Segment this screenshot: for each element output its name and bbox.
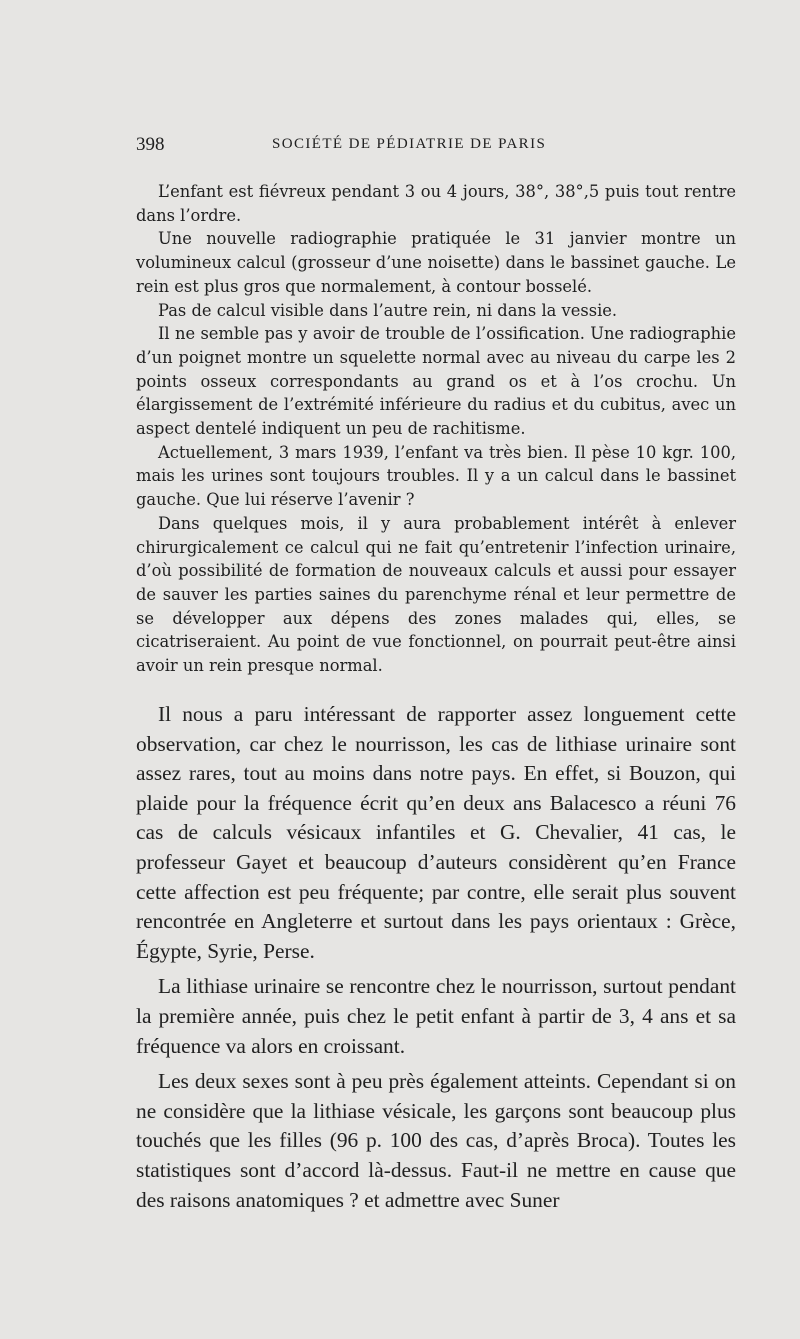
case-paragraph: L’enfant est fiévreux pendant 3 ou 4 jours, 38°, 38°,5 puis tout rentre dans l’ordre. [136, 182, 736, 225]
discussion-paragraph: Il nous a paru intéressant de rapporter assez longuement cette observation, car chez le nourrisson, les cas de lithiase urinaire sont assez rares, tout au moins dans notre pays. En effet, si Bouzon, qui plaide pour la fréquence écrit qu’en deux ans Balacesco a réuni 76 cas de calculs vésicaux infantiles et G. Chevalier, 41 cas, le professeur Gayet et beaucoup d’auteurs considèrent qu’en France cette affection est peu fréquente; par contre, elle serait plus souvent rencontrée en Angleterre et surtout dans les pays orientaux : Grèce, Égypte, Syrie, Perse. [136, 702, 736, 963]
discussion-paragraph: La lithiase urinaire se rencontre chez le nourrisson, surtout pendant la première année, puis chez le petit enfant à partir de 3, 4 ans et sa fréquence va alors en croissant. [136, 974, 736, 1058]
case-report-text [136, 180, 736, 678]
discussion-paragraph: Les deux sexes sont à peu près également atteints. Cependant si on ne considère que la lithiase vésicale, les garçons sont beaucoup plus touchés que les filles (96 p. 100 des cas, d’après Broca). Toutes les statistiques sont d’accord là-dessus. Faut-il ne mettre en cause que des raisons anatomiques ? et admettre avec Suner [136, 1069, 736, 1212]
case-paragraph: Dans quelques mois, il y aura probablement intérêt à enlever chirurgicalement ce calcul qui ne fait qu’entretenir l’infection urinaire, d’où possibilité de formation de nouveaux calculs et aussi pour essayer de sauver les parties saines du parenchyme rénal et leur permettre de se développer aux dépens des zones malades qui, elles, se cicatriseraient. Au point de vue fonctionnel, on pourrait peut-être ainsi avoir un rein presque normal. [136, 513, 736, 676]
running-title: SOCIÉTÉ DE PÉDIATRIE DE PARIS [272, 136, 547, 152]
case-paragraph: Une nouvelle radiographie pratiquée le 31 janvier montre un volumineux calcul (grosseur d’une noisette) dans le bassinet gauche. Le rein est plus gros que normalement, à contour bosselé. [136, 229, 736, 296]
page-header [136, 134, 736, 156]
case-paragraph: Actuellement, 3 mars 1939, l’enfant va très bien. Il pèse 10 kgr. 100, mais les urines sont toujours troubles. Il y a un calcul dans le bassinet gauche. Que lui réserve l’avenir ? [136, 442, 736, 510]
page-number: 398 [136, 134, 165, 155]
case-paragraph: Pas de calcul visible dans l’autre rein, ni dans la vessie. [158, 300, 618, 320]
discussion-text [136, 700, 736, 1215]
case-paragraph: Il ne semble pas y avoir de trouble de l’ossification. Une radiographie d’un poignet montre un squelette normal avec au niveau du carpe les 2 points osseux correspondants au grand os et à l’os crochu. Un élargissement de l’extrémité inférieure du radius et du cubitus, avec un aspect dentelé indiquent un peu de rachitisme. [136, 324, 736, 439]
